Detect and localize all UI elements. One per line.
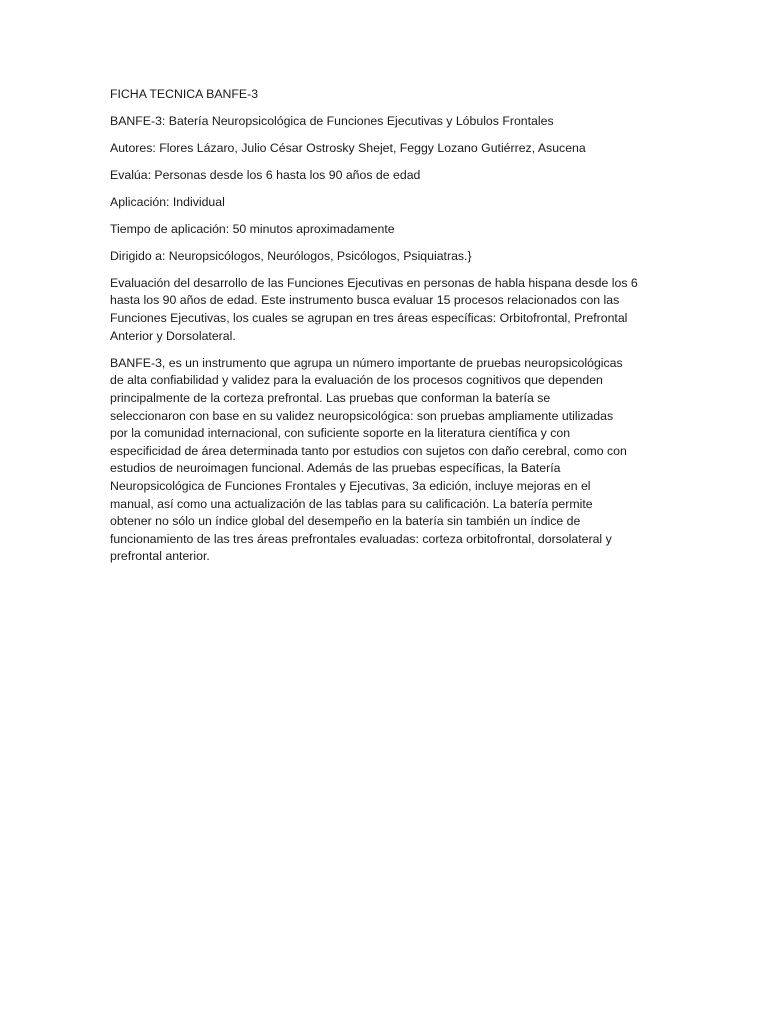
paragraph-line: hasta los 90 años de edad. Este instrumento busca evaluar 15 procesos relacionados con las [110, 293, 620, 308]
paragraph-line: Funciones Ejecutivas, los cuales se agrupan en tres áreas específicas: Orbitofrontal, Prefrontal [110, 311, 628, 326]
paragraph-line: especificidad de área determinada tanto por estudios con sujetos con daño cerebral, como con [110, 443, 627, 458]
field-audience: Dirigido a: Neuropsicólogos, Neurólogos, Psicólogos, Psiquiatras.} [110, 248, 472, 263]
paragraph-line: seleccionaron con base en su validez neuropsicológica: son pruebas ampliamente utilizadas [110, 408, 614, 423]
paragraph-line: Anterior y Dorsolateral. [110, 328, 236, 343]
field-duration: Tiempo de aplicación: 50 minutos aproximadamente [110, 221, 395, 236]
paragraph-line: obtener no sólo un índice global del desempeño en la batería sin también un índice de [110, 514, 581, 529]
field-application: Aplicación: Individual [110, 194, 225, 209]
paragraph-description [110, 275, 660, 345]
paragraph-line: funcionamiento de las tres áreas prefrontales evaluadas: corteza orbitofrontal, dorsolateral y [110, 531, 612, 546]
paragraph-line: BANFE-3, es un instrumento que agrupa un número importante de pruebas neuropsicológicas [110, 355, 623, 370]
paragraph-line: estudios de neuroimagen funcional. Además de las pruebas específicas, la Batería [110, 461, 561, 476]
paragraph-line: Neuropsicológica de Funciones Frontales y Ejecutivas, 3a edición, incluye mejoras en el [110, 479, 591, 494]
field-authors: Autores: Flores Lázaro, Julio César Ostrosky Shejet, Feggy Lozano Gutiérrez, Asucena [110, 140, 586, 155]
paragraph-details [110, 355, 660, 566]
paragraph-line: manual, así como una actualización de las tablas para su calificación. La batería permite [110, 496, 593, 511]
paragraph-line: principalmente de la corteza prefrontal. Las pruebas que conforman la batería se [110, 391, 551, 406]
paragraph-line: Evaluación del desarrollo de las Funciones Ejecutivas en personas de habla hispana desde los 6 [110, 275, 638, 290]
field-evaluates: Evalúa: Personas desde los 6 hasta los 90 años de edad [110, 167, 421, 182]
field-name: BANFE-3: Batería Neuropsicológica de Funciones Ejecutivas y Lóbulos Frontales [110, 113, 554, 128]
paragraph-line: prefrontal anterior. [110, 549, 210, 564]
document-title: FICHA TECNICA BANFE-3 [110, 87, 259, 101]
document-page [110, 86, 660, 576]
paragraph-line: por la comunidad internacional, con suficiente soporte en la literatura científica y con [110, 426, 571, 441]
paragraph-line: de alta confiabilidad y validez para la evaluación de los procesos cognitivos que dependen [110, 373, 603, 388]
